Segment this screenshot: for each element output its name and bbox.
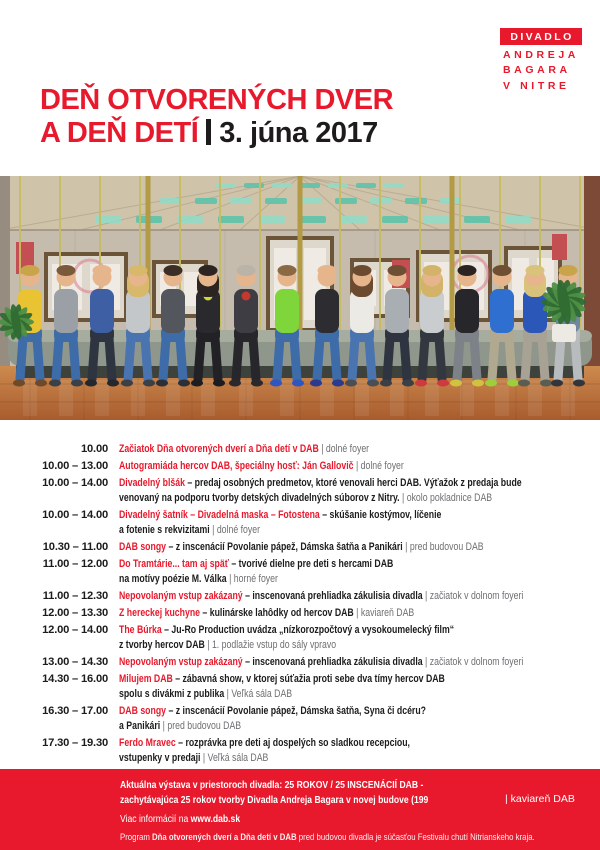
- event-text: – inscenovaná prehliadka zákulisia divadla: [242, 590, 423, 602]
- theatre-logo: [500, 28, 582, 92]
- event-text: – zábavná show, v ktorej súťažia proti sebe dva tímy hercov DAB: [172, 673, 445, 685]
- logo-line-divadlo: DIVADLO: [510, 30, 574, 43]
- event-location: | 1. podlažie vstup do sály vpravo: [204, 639, 337, 651]
- event-description: [119, 540, 600, 555]
- event-title: Autogramiáda hercov DAB, špeciálny hosť: Ján Gallovič: [119, 460, 354, 472]
- event-location: | Veľká sála DAB: [200, 752, 269, 764]
- event-title: Do Tramtárie... tam aj späť: [119, 558, 229, 570]
- schedule-row: [0, 540, 600, 555]
- event-text: a Panikári: [119, 720, 161, 732]
- event-time: 17.30 – 19.30: [42, 737, 108, 749]
- footer-info-line: [120, 812, 600, 826]
- event-time: 12.00 – 14.00: [42, 624, 108, 636]
- title-separator-bar: [206, 119, 211, 145]
- event-time: 10.30 – 11.00: [42, 541, 108, 553]
- schedule-row: [0, 655, 600, 670]
- schedule-row: [0, 459, 600, 474]
- event-location: | začiatok v dolnom foyeri: [422, 656, 524, 668]
- event-description: [119, 623, 600, 653]
- event-text: – tvorivé dielne pre deti s hercami DAB: [228, 558, 394, 570]
- event-description: [119, 606, 600, 621]
- event-description: [119, 459, 600, 474]
- event-time: 11.00 – 12.30: [42, 590, 108, 602]
- event-time: 10.00: [81, 443, 108, 455]
- event-description: [119, 589, 600, 604]
- footer-info-prefix: Viac informácií na: [120, 813, 191, 825]
- schedule-row: [0, 508, 600, 538]
- title-line2: [40, 117, 393, 150]
- event-location: | kaviareň DAB: [353, 607, 415, 619]
- event-text: venovaný na podporu tvorby detských divadelných súborov z Nitry.: [119, 492, 400, 504]
- event-description: [119, 704, 600, 734]
- schedule-row: [0, 672, 600, 702]
- event-title: Divadelný šatník – Divadelná maska – Fotostena: [119, 509, 320, 521]
- event-title: Divadelný blšák: [119, 477, 185, 489]
- footer-program-bold: Dňa otvorených dverí a Dňa detí v DAB: [152, 832, 297, 843]
- event-title: Nepovolaným vstup zakázaný: [119, 656, 243, 668]
- footer-program-prefix: Program: [120, 832, 153, 843]
- event-location: | dolné foyer: [318, 443, 370, 455]
- schedule: [0, 442, 600, 768]
- event-description: [119, 476, 600, 506]
- event-text: – Ju-Ro Production uvádza „nízkorozpočtový a vysokoumelecký film“: [161, 624, 455, 636]
- event-title: Začiatok Dňa otvorených dverí a Dňa detí v DAB: [119, 443, 319, 455]
- group-photo-illustration: [0, 176, 600, 420]
- event-text: – z inscenácií Povolanie pápež, Dámska šatňa, Syna či dcéru?: [166, 705, 426, 717]
- event-location: | začiatok v dolnom foyeri: [422, 590, 524, 602]
- logo-divadlo-box: [500, 28, 582, 45]
- event-location: | pred budovou DAB: [160, 720, 242, 732]
- event-location: | dolné foyer: [209, 524, 260, 536]
- logo-line-andreja: ANDREJA: [503, 48, 579, 61]
- event-location: | dolné foyer: [353, 460, 404, 472]
- event-description: [119, 557, 600, 587]
- footer-program-suffix: pred budovou divadla je súčasťou Festivalu chutí Nitrianskeho kraja.: [296, 832, 535, 843]
- event-time: 10.00 – 13.00: [42, 460, 108, 472]
- event-location: | horné foyer: [226, 573, 278, 585]
- event-text: spolu s divákmi z publika: [119, 688, 225, 700]
- footer-exhibition-location: | kaviareň DAB: [505, 793, 575, 805]
- schedule-row: [0, 476, 600, 506]
- event-description: [119, 736, 600, 766]
- schedule-row: [0, 623, 600, 653]
- event-title: Milujem DAB: [119, 673, 173, 685]
- event-time: 13.00 – 14.30: [42, 656, 108, 668]
- event-text: a fotenie s rekvizitami: [119, 524, 210, 536]
- event-text: – predaj osobných predmetov, ktoré venovali herci DAB. Výťažok z predaja bude: [184, 477, 522, 489]
- event-title: DAB songy: [119, 541, 167, 553]
- event-title: DAB songy: [119, 705, 167, 717]
- page-title: [40, 84, 393, 150]
- event-location: | pred budovou DAB: [402, 541, 484, 553]
- event-location: | Veľká sála DAB: [224, 688, 293, 700]
- event-text: – inscenovaná prehliadka zákulisia divadla: [242, 656, 423, 668]
- event-description: [119, 672, 600, 702]
- footer-exhibition-line1: Aktuálna výstava v priestoroch divadla: 25 ROKOV / 25 INSCENÁCIÍ DAB -: [120, 779, 424, 791]
- event-title: The Búrka: [119, 624, 162, 636]
- schedule-row: [0, 736, 600, 766]
- event-title: Z hereckej kuchyne: [119, 607, 201, 619]
- schedule-row: [0, 557, 600, 587]
- event-text: – rozprávka pre deti aj dospelých so sladkou recepciou,: [175, 737, 410, 749]
- logo-line-v-nitre: V NITRE: [503, 79, 570, 92]
- event-description: [119, 655, 600, 670]
- event-text: – z inscenácií Povolanie pápež, Dámska šatňa a Panikári: [166, 541, 403, 553]
- event-text: – kulinárske lahôdky od hercov DAB: [200, 607, 354, 619]
- footer-program-line: [120, 832, 600, 844]
- footer-text: [120, 778, 600, 844]
- event-text: vstupenky v predaji: [119, 752, 201, 764]
- title-date: 3. júna 2017: [219, 117, 378, 149]
- title-line1: DEŇ OTVORENÝCH DVER: [40, 84, 394, 116]
- event-location: | okolo pokladnice DAB: [399, 492, 493, 504]
- event-time: 11.00 – 12.00: [42, 558, 108, 570]
- title-line2-red: A DEŇ DETÍ: [40, 117, 199, 149]
- event-title: Ferdo Mravec: [119, 737, 176, 749]
- event-time: 10.00 – 14.00: [42, 509, 108, 521]
- event-time: 10.00 – 14.00: [42, 477, 108, 489]
- event-text: z tvorby hercov DAB: [119, 639, 205, 651]
- event-description: [119, 508, 600, 538]
- footer-website: www.dab.sk: [190, 813, 241, 825]
- footer-exhibition-line2: zachytávajúca 25 rokov tvorby Divadla Andreja Bagara v novej budove (199: [120, 794, 429, 806]
- event-description: [119, 442, 600, 457]
- schedule-row: [0, 606, 600, 621]
- event-time: 14.30 – 16.00: [42, 673, 108, 685]
- lobby-photo: [0, 176, 600, 420]
- event-text: – skúšanie kostýmov, líčenie: [319, 509, 442, 521]
- schedule-row: [0, 704, 600, 734]
- event-time: 12.00 – 13.30: [42, 607, 108, 619]
- event-text: na motívy poézie M. Válka: [119, 573, 227, 585]
- event-title: Nepovolaným vstup zakázaný: [119, 590, 243, 602]
- event-time: 16.30 – 17.00: [42, 705, 108, 717]
- logo-line-bagara: BAGARA: [503, 64, 571, 76]
- footer-banner: [0, 769, 600, 850]
- schedule-row: [0, 442, 600, 457]
- schedule-row: [0, 589, 600, 604]
